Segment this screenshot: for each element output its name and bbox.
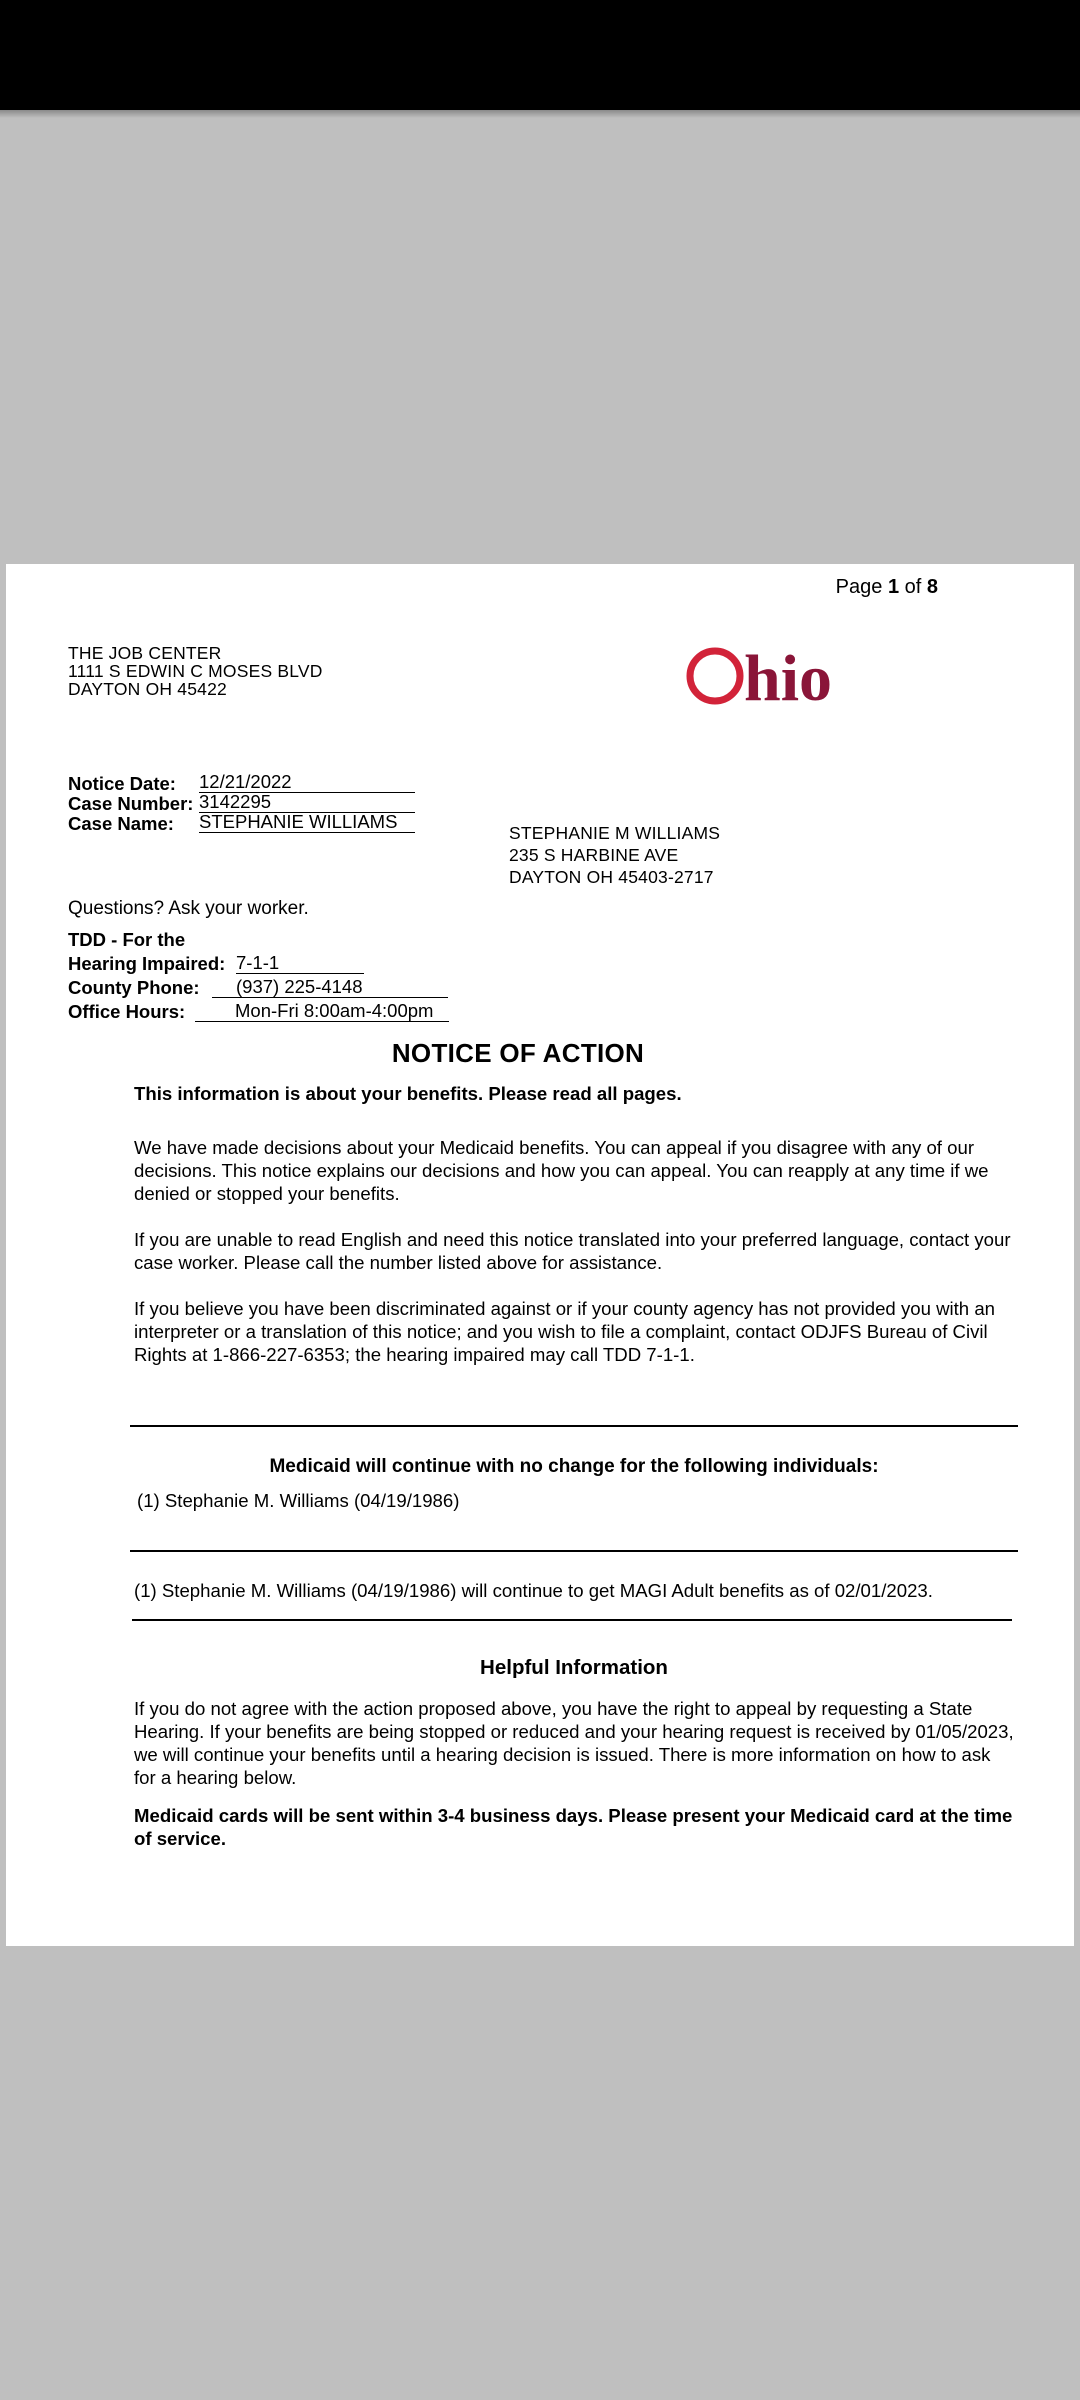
continuation-heading: Medicaid will continue with no change for the following individuals:: [269, 1456, 879, 1477]
translation-paragraph: If you are unable to read English and need this notice translated into your preferred language, contact your case worker. Please call the number listed above for assistance.: [134, 1229, 1011, 1273]
section-divider: [130, 1550, 1018, 1552]
sender-line: 1111 S EDWIN C MOSES BLVD: [68, 661, 323, 681]
medicaid-cards-notice: Medicaid cards will be sent within 3-4 business days. Please present your Medicaid card at the time of service.: [134, 1805, 1013, 1849]
sender-address: [68, 644, 323, 698]
recipient-address: [509, 822, 720, 888]
page-prefix: Page: [835, 576, 883, 598]
notice-date-value: 12/21/2022: [199, 772, 415, 793]
case-number-value: 3142295: [199, 792, 415, 813]
case-name-value: STEPHANIE WILLIAMS: [199, 812, 415, 833]
ohio-logo: [684, 640, 884, 710]
status-bar: [0, 0, 1080, 110]
case-name-label: Case Name:: [68, 813, 174, 834]
notice-date-label: Notice Date:: [68, 773, 176, 794]
continuation-detail: (1) Stephanie M. Williams (04/19/1986) will continue to get MAGI Adult benefits as of 02/01/2023.: [134, 1580, 933, 1601]
office-hours-label: Office Hours:: [68, 1001, 186, 1022]
recipient-line: 235 S HARBINE AVE: [509, 845, 679, 865]
discrimination-paragraph: If you believe you have been discriminated against or if your county agency has not provided you with an interpreter or a translation of this notice; and you wish to file a complaint, contact ODJFS Bureau of Civil Rights at 1-866-227-6353; the hearing impaired may call TDD 7-1-1.: [134, 1298, 995, 1365]
tdd-label: TDD - For the: [68, 929, 186, 950]
office-hours-value: Mon-Fri 8:00am-4:00pm: [195, 1001, 449, 1022]
logo-text: hio: [744, 642, 833, 710]
helpful-heading: Helpful Information: [480, 1656, 668, 1679]
tdd-value: 7-1-1: [236, 953, 364, 974]
section-divider: [132, 1619, 1012, 1621]
case-number-label: Case Number:: [68, 793, 194, 814]
page-of: of: [904, 576, 922, 598]
recipient-line: DAYTON OH 45403-2717: [509, 867, 714, 887]
sender-line: THE JOB CENTER: [68, 643, 222, 663]
county-phone-label: County Phone:: [68, 977, 200, 998]
appeal-paragraph: If you do not agree with the action proposed above, you have the right to appeal by requesting a State Hearing. If your benefits are being stopped or reduced and your hearing request is received by 01/05/2023, we will continue your benefits until a hearing decision is issued. There is more information on how to ask for a hearing below.: [134, 1698, 1014, 1788]
page-current: 1: [887, 576, 900, 598]
document-page[interactable]: [6, 564, 1074, 1946]
county-phone-value: (937) 225-4148: [212, 977, 448, 998]
recipient-line: STEPHANIE M WILLIAMS: [509, 823, 721, 843]
intro-bold-text: This information is about your benefits. Please read all pages.: [134, 1083, 682, 1104]
tdd-label-2: Hearing Impaired:: [68, 953, 226, 974]
decisions-paragraph: We have made decisions about your Medicaid benefits. You can appeal if you disagree with any of our decisions. This notice explains our decisions and how you can appeal. You can reapply at any time if we denied or stopped your benefits.: [134, 1137, 989, 1204]
questions-text: Questions? Ask your worker.: [68, 898, 309, 919]
page-total: 8: [926, 576, 938, 598]
notice-title: NOTICE OF ACTION: [391, 1038, 645, 1068]
section-divider: [130, 1425, 1018, 1427]
toolbar-shadow: [0, 110, 1080, 118]
page-indicator: [836, 576, 938, 599]
sender-line: DAYTON OH 45422: [68, 679, 227, 699]
continuation-individual: (1) Stephanie M. Williams (04/19/1986): [137, 1490, 460, 1511]
